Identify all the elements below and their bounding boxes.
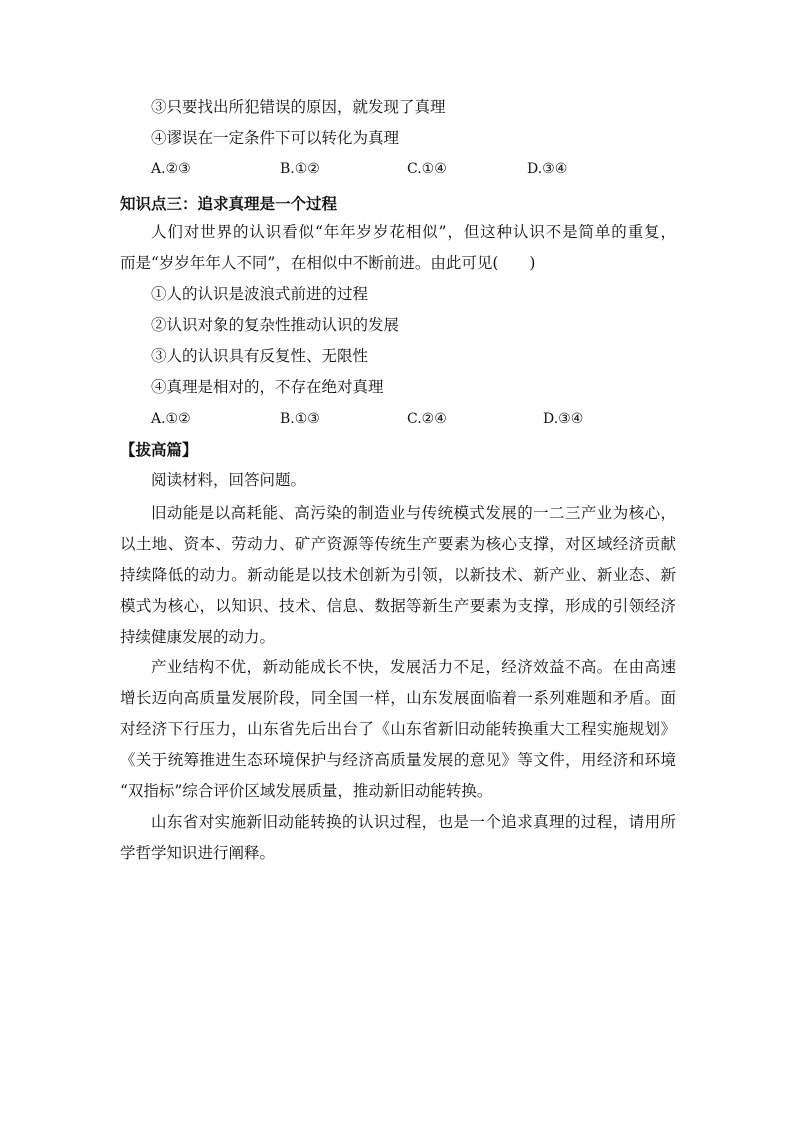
q-prev-option-b: B.①② [280,161,320,177]
section-heading: 知识点三：追求真理是一个过程 [120,194,338,213]
statement-3: ③人的认识具有反复性、无限性 [151,347,369,365]
question-stem-line-2: 而是“岁岁年年人不同”，在相似中不断前进。由此可见( ) [120,254,536,272]
para1-line-3: 持续降低的动力。新动能是以技术创新为引领，以新技术、新产业、新业态、新 [120,566,676,584]
statement-1: ①人的认识是波浪式前进的过程 [151,285,369,303]
para2-line-1: 产业结构不优，新动能成长不快，发展活力不足，经济效益不高。在由高速 [151,658,676,676]
option-c: C.②④ [407,411,447,427]
para1-line-2: 以土地、资本、劳动力、矿产资源等传统生产要素为核心支撑，对区域经济贡献 [120,535,676,553]
statement-4: ④真理是相对的，不存在绝对真理 [151,378,384,396]
para2-line-5: “双指标”综合评价区域发展质量，推动新旧动能转换。 [120,782,493,800]
option-d: D.③④ [543,411,584,427]
para2-line-3: 对经济下行压力，山东省先后出台了《山东省新旧动能转换重大工程实施规划》 [120,720,676,738]
para2-line-2: 增长迈向高质量发展阶段，同全国一样，山东发展面临着一系列难题和矛盾。面 [120,689,676,707]
para1-line-4: 模式为核心，以知识、技术、信息、数据等新生产要素为支撑，形成的引领经济 [120,597,676,615]
para2-line-4: 《关于统筹推进生态环境保护与经济高质量发展的意见》等文件，用经济和环境 [120,751,676,769]
statement-2: ②认识对象的复杂性推动认识的发展 [151,316,400,334]
para3-line-1: 山东省对实施新旧动能转换的认识过程，也是一个追求真理的过程，请用所 [151,813,676,831]
q-prev-item-4: ④谬误在一定条件下可以转化为真理 [151,129,400,147]
para1-line-5: 持续健康发展的动力。 [120,628,276,646]
question-stem-line-1: 人们对世界的认识看似“年年岁岁花相似”，但这种认识不是简单的重复， [151,223,676,241]
instruction: 阅读材料，回答问题。 [151,471,307,489]
option-a: A.①② [151,411,191,427]
advanced-heading: 【拔高篇】 [120,440,198,459]
q-prev-item-3: ③只要找出所犯错误的原因，就发现了真理 [151,98,446,116]
q-prev-option-d: D.③④ [527,161,568,177]
option-b: B.①③ [280,411,320,427]
para3-line-2: 学哲学知识进行阐释。 [120,844,276,862]
para1-line-1: 旧动能是以高耗能、高污染的制造业与传统模式发展的一二三产业为核心， [151,504,676,522]
q-prev-option-c: C.①④ [407,161,447,177]
q-prev-option-a: A.②③ [151,161,191,177]
